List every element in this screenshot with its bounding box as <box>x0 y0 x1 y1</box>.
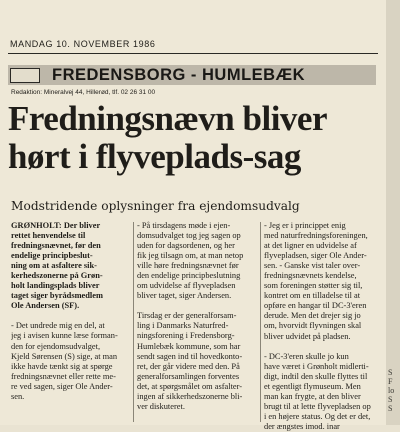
dateline: MANDAG 10. NOVEMBER 1986 <box>10 39 156 49</box>
text-line: - Det undrede mig en del, at <box>11 321 105 331</box>
text-line: Humlebæk kommune, som har <box>137 341 241 351</box>
text-line: et egentligt flymuseum. Men <box>264 381 361 391</box>
headline-line-1: Fredningsnævn bliver <box>8 99 327 138</box>
text-line: bliver udvidet på pladsen. <box>264 331 351 341</box>
text-line: Kjeld Sørensen (S) sige, at man <box>11 351 118 361</box>
text-line: ingen af sikkerhedszonerne bli- <box>137 391 243 401</box>
text-line: ver diskuteret. <box>137 401 185 411</box>
text-line: ville høre fredningsnævnet før <box>137 261 239 271</box>
lead-paragraph <box>11 221 131 311</box>
edge-fragment: S <box>388 368 393 377</box>
text-line: den endelige principbeslutning <box>137 271 241 281</box>
text-line: fredningsnævnet eller rette me- <box>11 371 116 381</box>
text-line: sen. - Ganske vist taler over- <box>264 261 361 271</box>
body-paragraph <box>264 221 377 342</box>
headline <box>8 100 386 176</box>
header-rule <box>8 53 378 54</box>
text-line: det, at spørgsmålet om asfalter- <box>137 381 243 391</box>
text-line: ret, der går videre med den. På <box>137 361 240 371</box>
text-line: man kan frygte, at den bliver <box>264 391 361 401</box>
column-divider <box>260 222 261 422</box>
text-line: der ængstes imod. inar <box>264 421 340 431</box>
edge-fragment: S <box>388 404 393 413</box>
body-paragraph <box>11 321 131 401</box>
article-column-3 <box>264 221 377 432</box>
text-line: Tirsdag er der generalforsam- <box>137 311 237 321</box>
text-line: kerhedszonerne på Grøn- <box>11 271 103 281</box>
text-line: sendt sagen ind til hovedkonto- <box>137 351 243 361</box>
text-line: derude. Men det drejer sig jo <box>264 311 361 321</box>
text-line: som foreningen støtter sig til, <box>264 281 363 291</box>
text-line: endelige principbeslut- <box>11 251 93 261</box>
text-line: domsudvalget tog jeg sagen op <box>137 231 241 241</box>
article-column-2 <box>137 221 256 412</box>
text-line: GRØNHOLT: Der bliver <box>11 221 101 230</box>
text-line: taget siger byrådsmedlem <box>11 291 103 301</box>
text-line: bliver taget, siger Andersen. <box>137 291 232 301</box>
text-line: generalforsamlingen forventes <box>137 371 240 381</box>
text-line: jeg i avisen kunne læse forman- <box>11 331 118 341</box>
text-line: ling i Danmarks Naturfred- <box>137 321 229 331</box>
text-line: holt landingsplads bliver <box>11 281 100 291</box>
text-line: i en højere status. Og det er det, <box>264 411 371 421</box>
editorial-address: Redaktion: Mineralvej 44, Hillerød, tlf. 02 26 31 00 <box>11 89 156 96</box>
text-line: - På tirsdagens møde i ejen- <box>137 221 231 230</box>
text-line: med naturfredningsforeningen, <box>264 231 368 241</box>
column-divider <box>133 222 134 422</box>
text-line: den for ejendomsudvalget, <box>11 341 101 351</box>
text-line: at det ligner en udvidelse af <box>264 241 357 251</box>
text-line: ikke havde tænkt sig at spørge <box>11 361 113 371</box>
body-paragraph <box>137 221 256 301</box>
adjacent-page-edge <box>386 0 400 425</box>
article-column-1 <box>11 221 131 402</box>
edge-fragment: lo <box>388 386 395 395</box>
adjacent-page-text <box>388 368 399 413</box>
text-line: sen. <box>11 391 25 401</box>
text-line: om udvidelse af flyvepladsen <box>137 281 236 291</box>
text-line: have været i Grønholt midlerti- <box>264 361 369 371</box>
text-line: re ved sagen, siger Ole Ander- <box>11 381 113 391</box>
headline-line-2: hørt i flyveplads-sag <box>8 137 301 176</box>
text-line: opføre en hangar til DC-3'eren <box>264 301 367 311</box>
text-line: Ole Andersen (SF). <box>11 301 80 311</box>
edge-fragment: F <box>388 377 393 386</box>
text-line: ningsforening i Fredensborg- <box>137 331 235 341</box>
text-line: - DC-3'eren skulle jo kun <box>264 351 349 361</box>
text-line: digt, indtil den skulle flyttes til <box>264 371 368 381</box>
body-paragraph <box>264 352 377 432</box>
text-line: rettet henvendelse til <box>11 231 86 241</box>
text-line: brugt til at lette flyvepladsen op <box>264 401 371 411</box>
text-line: fredningsnævnets kendelse, <box>264 271 357 281</box>
edge-fragment: S <box>388 395 393 404</box>
subheadline: Modstridende oplysninger fra ejendomsudvalg <box>11 199 300 213</box>
text-line: fik jeg tilsagn om, at man netop <box>137 251 244 261</box>
text-line: uden for dagsordenen, og her <box>137 241 235 251</box>
section-emblem <box>10 68 40 83</box>
text-line: kontret om en tilladelse til at <box>264 291 361 301</box>
text-line: - Jeg er i princippet enig <box>264 221 346 230</box>
body-paragraph <box>137 311 256 411</box>
text-line: fredningsnævnet, før den <box>11 241 101 251</box>
text-line: om, hvorvidt flyvningen skal <box>264 321 362 331</box>
section-title: FREDENSBORG - HUMLEBÆK <box>52 66 305 84</box>
text-line: ning om at asfaltere sik- <box>11 261 97 271</box>
text-line: flyvepladsen, siger Ole Ander- <box>264 251 367 261</box>
